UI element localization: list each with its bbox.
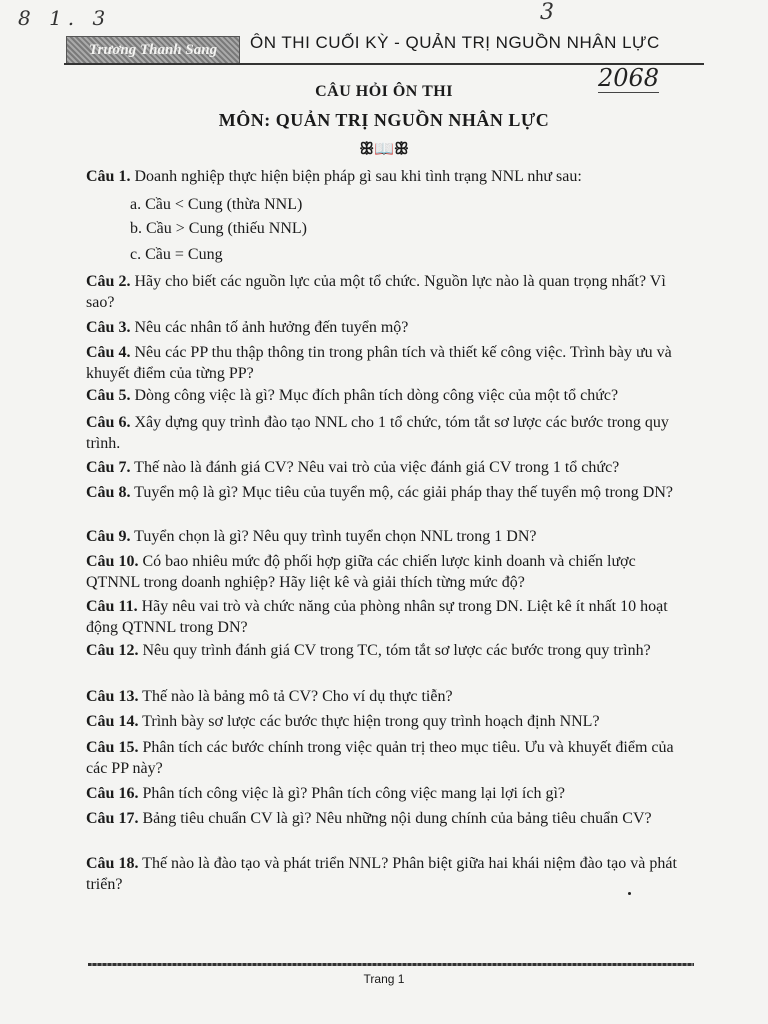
question-number: Câu 13. [86,688,139,705]
question-4 [86,342,692,384]
question-6 [86,412,692,454]
question-2 [86,271,692,313]
document-title: CÂU HỎI ÔN THI [315,83,453,100]
question-text: Thế nào là đào tạo và phát triển NNL? Phân biệt giữa hai khái niệm đào tạo và phát triển? [86,855,677,893]
question-number: Câu 11. [86,598,138,615]
question-text: Bảng tiêu chuẩn CV là gì? Nêu những nội dung chính của bảng tiêu chuẩn CV? [142,810,652,827]
question-18 [86,853,692,895]
question-text: Phân tích công việc là gì? Phân tích công việc mang lại lợi ích gì? [142,785,566,802]
header-title: ÔN THI CUỐI KỲ - QUẢN TRỊ NGUỒN NHÂN LỰC [250,33,660,52]
question-text: Nêu các nhân tố ảnh hưởng đến tuyển mộ? [134,319,409,336]
handwritten-mark-top-center: 3 [540,0,554,25]
question-9 [86,526,692,547]
question-text: Hãy nêu vai trò và chức năng của phòng nhân sự trong DN. Liệt kê ít nhất 10 hoạt động QTNNL trong DN? [86,598,668,636]
question-number: Câu 5. [86,387,131,404]
question-number: Câu 12. [86,642,139,659]
question-number: Câu 6. [86,414,131,431]
page-number: Trang 1 [363,972,405,986]
question-number: Câu 15. [86,739,139,756]
question-number: Câu 1. [86,168,131,185]
question-13 [86,686,692,707]
handwritten-mark-top-left: 8 1. 3 [18,6,112,30]
question-text: Thế nào là bảng mô tả CV? Cho ví dụ thực tiễn? [142,688,453,705]
book-ornament-icon: ꕥ📖ꕥ [359,141,409,158]
question-15 [86,737,692,779]
handwritten-code: 2068 [598,64,660,92]
question-7 [86,457,692,478]
question-number: Câu 7. [86,459,131,476]
question-11 [86,596,692,638]
question-text: Trình bày sơ lược các bước thực hiện trong quy trình hoạch định NNL? [142,713,600,730]
question-number: Câu 3. [86,319,131,336]
question-17 [86,808,692,829]
question-16 [86,783,692,804]
question-text: Nêu quy trình đánh giá CV trong TC, tóm tắt sơ lược các bước trong quy trình? [142,642,651,659]
question-10 [86,551,692,593]
question-number: Câu 17. [86,810,139,827]
question-text: Xây dựng quy trình đào tạo NNL cho 1 tổ chức, tóm tắt sơ lược các bước trong quy trình. [86,414,669,452]
question-1 [86,166,692,187]
question-number: Câu 4. [86,344,131,361]
question-text: Có bao nhiêu mức độ phối hợp giữa các chiến lược kinh doanh và chiến lược QTNNL trong doanh nghiệp? Hãy liệt kê và giải thích từng mức độ? [86,553,636,591]
question-text: Tuyển chọn là gì? Nêu quy trình tuyển chọn NNL trong 1 DN? [134,528,537,545]
question-3 [86,317,692,338]
document-subject: MÔN: QUẢN TRỊ NGUỒN NHÂN LỰC [218,110,550,130]
question-1-option-c: c. Cầu = Cung [130,246,223,263]
question-1-option-a: a. Cầu < Cung (thừa NNL) [130,196,303,213]
question-number: Câu 14. [86,713,139,730]
question-text: Doanh nghiệp thực hiện biện pháp gì sau khi tình trạng NNL như sau: [134,168,582,185]
question-text: Dòng công việc là gì? Mục đích phân tích dòng công việc của một tổ chức? [134,387,619,404]
question-14 [86,711,692,732]
question-number: Câu 10. [86,553,139,570]
stray-dot [628,892,631,895]
question-number: Câu 9. [86,528,131,545]
question-1-option-b: b. Cầu > Cung (thiếu NNL) [130,220,307,237]
question-text: Tuyển mộ là gì? Mục tiêu của tuyển mộ, các giải pháp thay thế tuyển mộ trong DN? [134,484,674,501]
question-number: Câu 18. [86,855,139,872]
question-5 [86,385,692,406]
question-number: Câu 2. [86,273,131,290]
question-number: Câu 8. [86,484,131,501]
question-text: Nêu các PP thu thập thông tin trong phân tích và thiết kế công việc. Trình bày ưu và khuyết điểm của từng PP? [86,344,672,382]
footer-divider [88,963,694,966]
question-text: Thế nào là đánh giá CV? Nêu vai trò của việc đánh giá CV trong 1 tổ chức? [134,459,620,476]
question-text: Hãy cho biết các nguồn lực của một tổ chức. Nguồn lực nào là quan trọng nhất? Vì sao? [86,273,666,311]
question-number: Câu 16. [86,785,139,802]
question-12 [86,640,692,661]
header-logo: Trương Thanh Sang [66,36,240,64]
question-8 [86,482,692,503]
question-text: Phân tích các bước chính trong việc quản trị theo mục tiêu. Ưu và khuyết điểm của các PP này? [86,739,674,777]
